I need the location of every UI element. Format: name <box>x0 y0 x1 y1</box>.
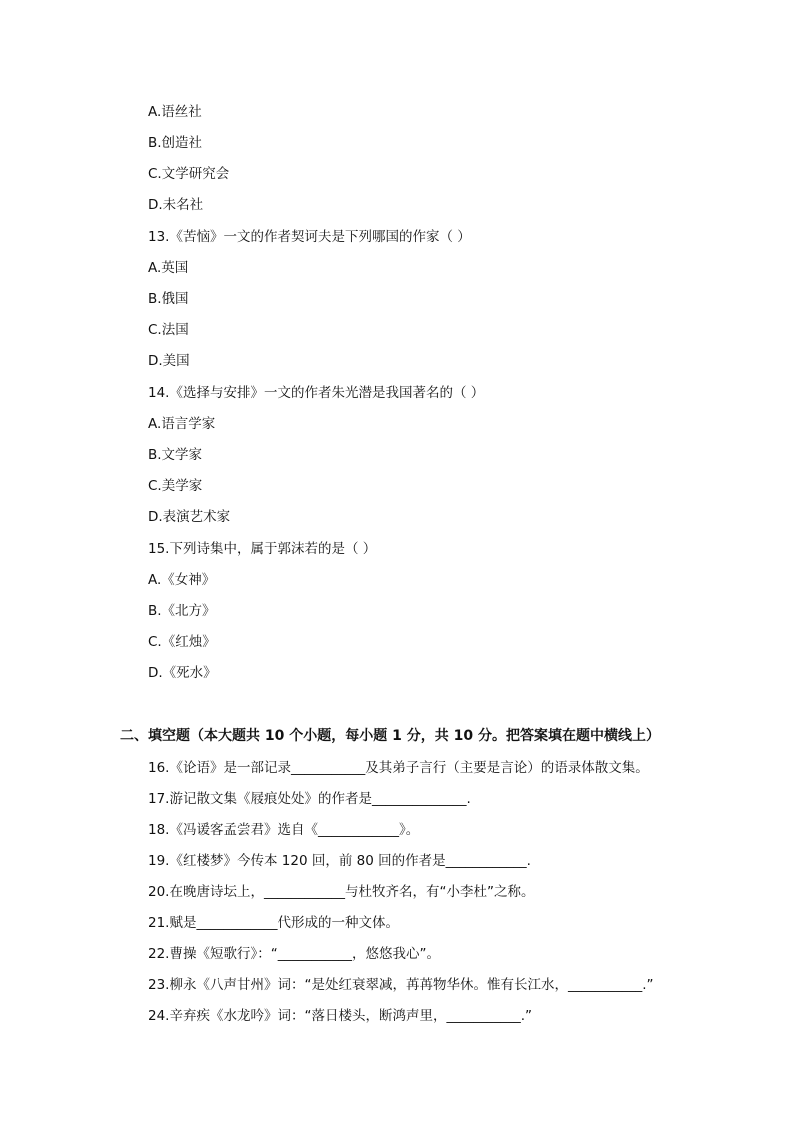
q14-option-a: A.语言学家 <box>148 416 216 432</box>
fill-item-21: 21.赋是____________代形成的一种文体。 <box>148 915 399 931</box>
q14-option-c: C.美学家 <box>148 478 203 494</box>
q12-option-c: C.文学研究会 <box>148 166 230 182</box>
q14-option-b: B.文学家 <box>148 447 203 463</box>
q12-option-a: A.语丝社 <box>148 104 202 120</box>
fill-item-16: 16.《论语》是一部记录___________及其弟子言行（主要是言论）的语录体散文集。 <box>148 760 649 776</box>
fill-item-20: 20.在晚唐诗坛上，____________与杜牧齐名，有“小李杜”之称。 <box>148 884 535 900</box>
q15-option-c: C.《红烛》 <box>148 634 216 650</box>
q12-option-d: D.未名社 <box>148 197 204 213</box>
q15-stem: 15.下列诗集中，属于郭沫若的是（ ） <box>148 541 377 557</box>
fill-item-18: 18.《冯谖客孟尝君》选自《____________》。 <box>148 822 420 838</box>
q15-option-d: D.《死水》 <box>148 665 217 681</box>
section-heading: 二、填空题（本大题共 10 个小题，每小题 1 分，共 10 分。把答案填在题中横线上） <box>120 728 660 744</box>
q15-option-a: A.《女神》 <box>148 572 216 588</box>
q15-option-b: B.《北方》 <box>148 603 216 619</box>
q14-option-d: D.表演艺术家 <box>148 509 231 525</box>
fill-item-23: 23.柳永《八声甘州》词：“是处红衰翠减，苒苒物华休。惟有长江水，___________.” <box>148 977 654 993</box>
q13-option-c: C.法国 <box>148 322 189 338</box>
q14-stem: 14.《选择与安排》一文的作者朱光潜是我国著名的（ ） <box>148 385 485 401</box>
q12-option-b: B.创造社 <box>148 135 203 151</box>
q13-option-d: D.美国 <box>148 353 190 369</box>
q13-option-b: B.俄国 <box>148 291 189 307</box>
fill-item-17: 17.游记散文集《屐痕处处》的作者是______________. <box>148 791 471 807</box>
fill-item-19: 19.《红楼梦》今传本 120 回，前 80 回的作者是____________. <box>148 853 531 869</box>
fill-item-22: 22.曹操《短歌行》：“___________，悠悠我心”。 <box>148 946 440 962</box>
fill-item-24: 24.辛弃疾《水龙吟》词：“落日楼头，断鸿声里，___________.” <box>148 1008 532 1024</box>
q13-option-a: A.英国 <box>148 260 189 276</box>
q13-stem: 13.《苦恼》一文的作者契诃夫是下列哪国的作家（ ） <box>148 229 471 245</box>
